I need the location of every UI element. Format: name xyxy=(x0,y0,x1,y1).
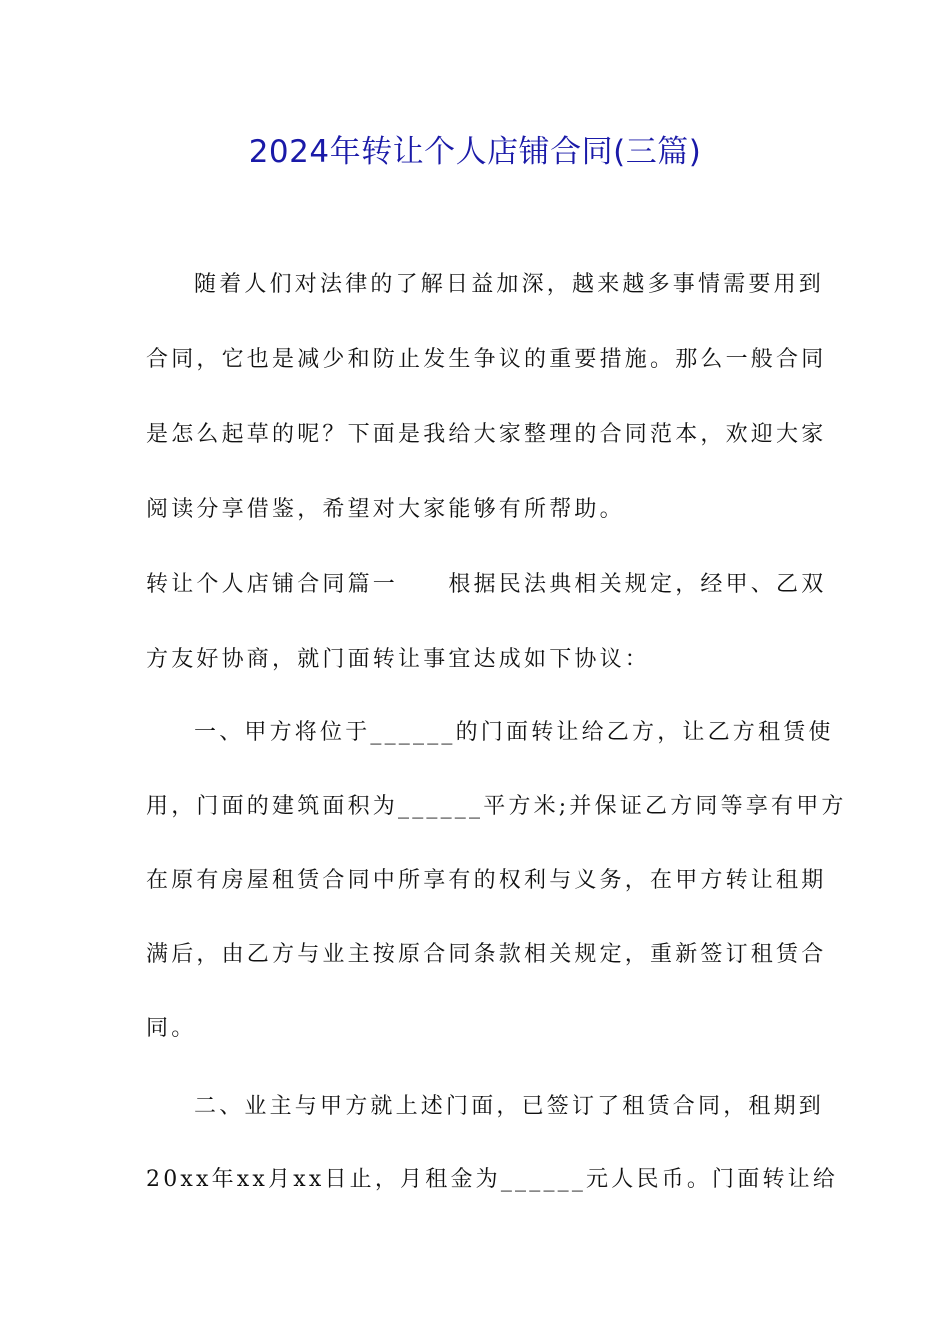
body-line: 用，门面的建筑面积为______平方米;并保证乙方同等享有甲方 xyxy=(146,794,847,819)
document-title: 2024年转让个人店铺合同(三篇) xyxy=(248,134,702,170)
body-line: 合同，它也是减少和防止发生争议的重要措施。那么一般合同 xyxy=(146,347,827,372)
body-line: 方友好协商，就门面转让事宜达成如下协议： xyxy=(146,647,651,672)
body-line: 阅读分享借鉴，希望对大家能够有所帮助。 xyxy=(146,497,625,522)
section-heading-line: 转让个人店铺合同篇一 根据民法典相关规定，经甲、乙双 xyxy=(146,572,827,597)
body-line: 满后，由乙方与业主按原合同条款相关规定，重新签订租赁合 xyxy=(146,942,827,967)
body-line: 一、甲方将位于______的门面转让给乙方，让乙方租赁使 xyxy=(194,720,834,745)
body-line: 是怎么起草的呢？下面是我给大家整理的合同范本，欢迎大家 xyxy=(146,422,827,447)
body-line: 在原有房屋租赁合同中所享有的权利与义务，在甲方转让租期 xyxy=(146,868,827,893)
body-line: 20xx年xx月xx日止，月租金为______元人民币。门面转让给 xyxy=(146,1167,839,1192)
body-line: 同。 xyxy=(146,1016,197,1041)
body-line: 二、业主与甲方就上述门面，已签订了租赁合同，租期到 xyxy=(194,1094,825,1119)
body-line: 随着人们对法律的了解日益加深，越来越多事情需要用到 xyxy=(194,272,825,297)
